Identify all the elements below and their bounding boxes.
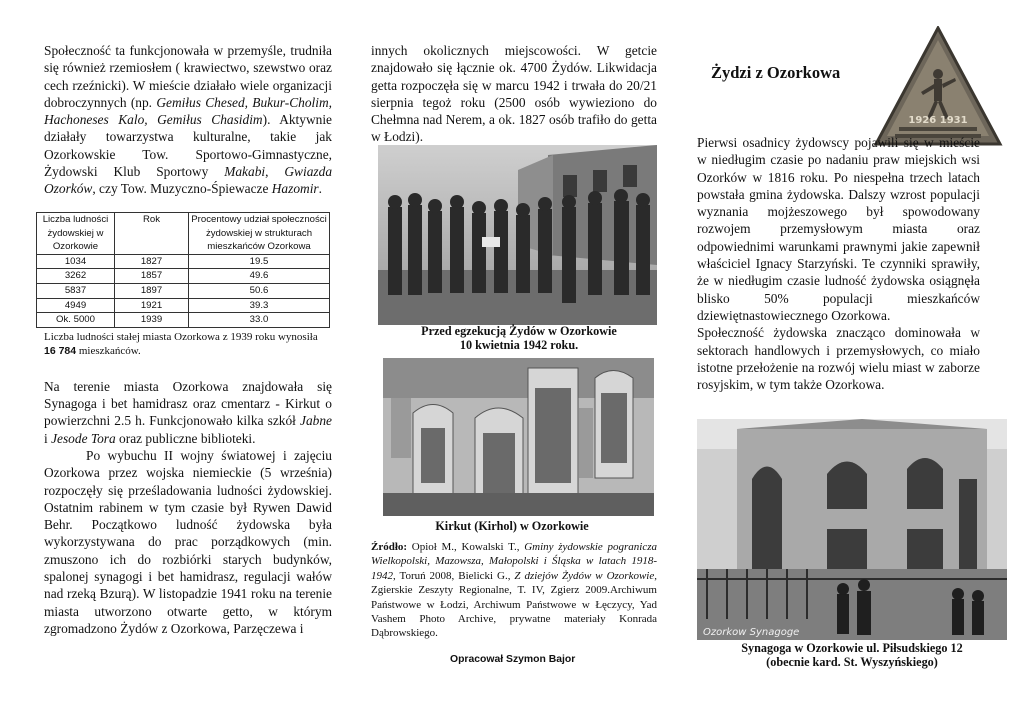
text: .	[318, 181, 322, 197]
table-cell: 50.6	[189, 283, 330, 298]
table-note	[44, 330, 332, 358]
table-cell: 1897	[115, 283, 189, 298]
caption-line: (obecnie kard. St. Wyszyńskiego)	[766, 655, 938, 669]
ghetto-paragraph: innych okolicznych miejscowości. W getcie znajdowało się łącznie ok. 4700 Żydów. Likwidacja getta rozpoczęła się w marcu 1942 i trwała do 20/21 sierpnia tegoż roku (2500 osób wywieziono do Chełmna nad Nerem, a ok. 1827 osób trafiło do getta w Łodzi).	[371, 43, 657, 145]
war-paragraph: Po wybuchu II wojny światowej i zajęciu Ozorkowa przez wojska niemieckie (5 września) rozpoczęły się prześladowania ludności żydowskiej. Ostatnim rabinem w tym czasie był Rywen Dawid Behr. Początkowo ludność żydowska była wykorzystywana do prac porządkowych (min. zmuszono ich do rozbiórki starych budynków, spalonej synagogi i bet hamidrasz, regulacji wałów nad rzeką Bzurą). W listopadzie 1941 roku na terenie miasta utworzono otwarte getto, w którym zgromadzono Żydów z Ozorkowa, Parzęczewa i	[44, 447, 332, 636]
trade-paragraph: Społeczność żydowska znacząco dominowała w sektorach handlowych i przemysłowych, co miało istotne przełożenie na rozwój wielu miast w zaborze rosyjskim, w tym także Ozorkowa.	[697, 325, 980, 393]
school-name: Jesode Tora	[51, 430, 116, 446]
page-title: Żydzi z Ozorkowa	[711, 63, 841, 82]
table-cell: 1034	[37, 254, 115, 269]
text: Na terenie miasta Ozorkowa znajdowała się Synagoga i bet hamidrasz oraz cmentarz - Kirkut o powierzchni 2.5 h. Funkcjonowało kilka szkół	[44, 378, 332, 429]
table-cell: 19.5	[189, 254, 330, 269]
synagogue-caption	[697, 641, 1007, 669]
school-name: Jabne	[300, 413, 332, 429]
table-row	[37, 313, 330, 328]
club-name: Makabi	[224, 164, 266, 180]
table-cell: 1939	[115, 313, 189, 328]
caption-line: Przed egzekucją Żydów w Ozorkowie	[421, 324, 617, 338]
table-header: Rok	[115, 213, 189, 255]
settlers-paragraph: Pierwsi osadnicy żydowscy pojawili się w mieście w niedługim czasie po nadaniu praw miejskich wsi Ozorków w 1816 roku. Po niespełna trzech latach powstała gmina żydowska. Dalszy wzrost populacji wyznania mojżeszowego był spowodowany rozwojem przemysłowym miasta oraz odpowiednimi warunkami prawnymi jakie zapewnił właściciel Ignacy Starzyński. Te czynniki sprawiły, że w niedługim czasie ludność żydowska osiągnęła blisko 50% populacji mieszkańców dziewiętnastowiecznego Ozorkowa.	[697, 135, 980, 323]
text: Opioł M., Kowalski T.,	[407, 541, 525, 553]
caption-line: 10 kwietnia 1942 roku.	[459, 338, 579, 352]
table-cell: 4949	[37, 298, 115, 313]
text: , Toruń 2008, Bielicki G.,	[393, 569, 515, 582]
population-table	[36, 212, 330, 328]
book-title: Z dziejów Żydów w Ozorkowie	[514, 569, 655, 582]
text: mieszkańców.	[76, 344, 141, 357]
table-cell: Ok. 5000	[37, 313, 115, 328]
execution-photo-image	[378, 145, 657, 325]
right-column	[697, 134, 980, 393]
table-header: Procentowy udział społeczności żydowskiej w strukturach mieszkańców Ozorkowa	[189, 213, 330, 255]
table-row	[37, 254, 330, 269]
author-credit: Opracował Szymon Bajor	[450, 654, 576, 665]
table-cell: 5837	[37, 283, 115, 298]
table-header: Liczba ludności żydowskiej w Ozorkowie	[37, 213, 115, 255]
cemetery-caption: Kirkut (Kirhol) w Ozorkowie	[435, 519, 589, 533]
table-header-row	[37, 213, 330, 255]
table-row	[37, 269, 330, 284]
organizations-italic: Gemiłus Chesed, Bukur-Cholim, Hachoneses Kalo, Gemiłus Chasidim	[44, 94, 332, 128]
table-cell: 3262	[37, 269, 115, 284]
middle-column	[371, 42, 657, 146]
table-row	[37, 298, 330, 313]
text: , czy Tow. Muzyczno-Śpiewacze	[92, 181, 272, 197]
caption-line: Synagoga w Ozorkowie ul. Piłsudskiego 12	[741, 641, 963, 655]
badge-emblem	[873, 26, 1003, 148]
text: oraz publiczne biblioteki.	[115, 430, 256, 446]
table-cell: 39.3	[189, 298, 330, 313]
text: , Zgierskie Zeszyty Regionalne, T. IV, Zgierz 2009.Archiwum Państwowe w Łodzi, Archiwum Państwowe w Łęczycy, Yad Vashem Photo Archive, prywatne materiały Konrada Dąbrowskiego.	[371, 569, 657, 640]
cemetery-photo	[383, 358, 654, 516]
table-cell: 1921	[115, 298, 189, 313]
club-name: Hazomir	[271, 181, 319, 197]
cemetery-photo-image	[383, 358, 654, 516]
table-cell: 33.0	[189, 313, 330, 328]
synagogue-paragraph	[44, 378, 332, 447]
community-paragraph	[44, 42, 332, 212]
table-cell: 49.6	[189, 269, 330, 284]
execution-photo	[378, 145, 657, 325]
text: ). Aktywnie działały towarzystwa kulturalne, takie jak Ozorkowskie Tow. Sportowo-Gimnastyczne, Żydowski Klub Sportowy	[44, 112, 332, 180]
emblem-icon	[873, 26, 1003, 148]
club-name: Gwiazda Ozorków	[44, 164, 333, 197]
sources	[371, 540, 657, 641]
population-count: 16 784	[44, 344, 77, 357]
text: ,	[265, 164, 285, 180]
text: Społeczność ta funkcjonowała w przemyśle, trudniła się również rzemiosłem ( krawiectwo, szewstwo oraz cech rzeźnicki). W mieście działało wiele organizacji dobroczynnych (np.	[44, 43, 332, 110]
badge-years: 1926 1931	[908, 115, 968, 126]
table-row	[37, 283, 330, 298]
table-cell: 1827	[115, 254, 189, 269]
text: i	[44, 430, 52, 446]
book-title: Gminy żydowskie pogranicza Wielkopolski, Mazowsza, Małopolski i Śląska w latach 1918-1942	[371, 541, 657, 582]
sources-label: Źródło:	[371, 541, 408, 553]
synagogue-photo-image	[697, 419, 1007, 640]
text: Liczba ludności stałej miasta Ozorkowa z 1939 roku wynosiła	[44, 330, 318, 343]
table-cell: 1857	[115, 269, 189, 284]
left-column	[44, 42, 332, 637]
synagogue-photo-label: Ozorkow Synagoge	[703, 627, 800, 638]
execution-caption	[380, 324, 658, 352]
synagogue-photo	[697, 419, 1007, 640]
